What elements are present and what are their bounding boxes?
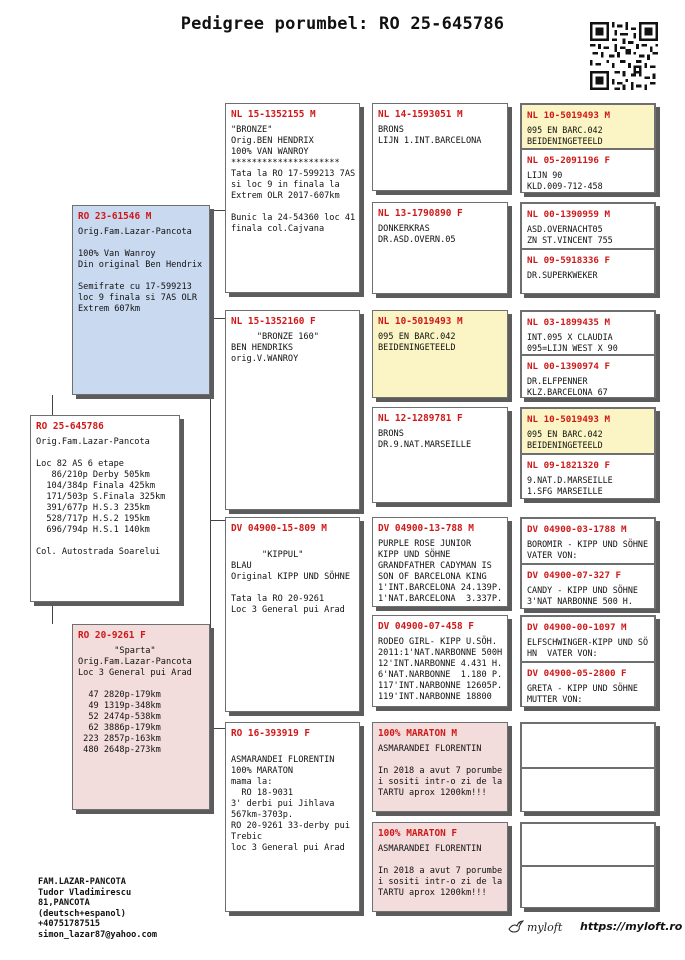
great-grandparent-details: ASMARANDEI FLORENTIN In 2018 a avut 7 porumbe i sositi intr-o zi de la TARTU aprox 1200km!!! xyxy=(378,844,503,898)
great-grandparent-box[interactable] xyxy=(372,407,508,503)
ancestor-details: ASD.OVERNACHT05 ZN ST.VINCENT 755 xyxy=(527,224,613,245)
dam-box[interactable] xyxy=(72,624,210,810)
great-grandparent-ring: DV 04900-07-458 F xyxy=(378,621,474,632)
great-grandparent-box[interactable] xyxy=(372,103,508,191)
ancestor-box[interactable] xyxy=(521,454,655,499)
ancestor-details: BOROMIR - KIPP UND SÖHNE VATER VON: xyxy=(527,539,649,560)
ancestor-ring: NL 03-1899435 M xyxy=(527,317,610,328)
great-grandparent-box[interactable] xyxy=(372,310,508,398)
ancestor-details: 9.NAT.D.MARSEILLE 1.SFG MARSEILLE xyxy=(527,475,613,496)
myloft-logo[interactable] xyxy=(508,918,562,936)
grandparent-details: "KIPPUL" BLAU Original KIPP UND SÖHNE Tata la RO 20-9261 Loc 3 General pui Arad xyxy=(231,550,350,615)
ancestor-ring: NL 10-5019493 M xyxy=(527,110,610,121)
grandparent-ring: NL 15-1352155 M xyxy=(231,109,316,120)
ancestor-box[interactable] xyxy=(521,518,655,564)
great-grandparent-details: 095 EN BARC.042 BEIDENINGETEELD xyxy=(378,332,456,353)
main-bird-box[interactable] xyxy=(30,415,180,602)
gen5-pair-box xyxy=(520,103,656,193)
ancestor-details: INT.095 X CLAUDIA 095=LIJN WEST X 90 xyxy=(527,332,618,353)
great-grandparent-box[interactable] xyxy=(372,822,508,912)
gen5-pair-box xyxy=(520,310,656,398)
grandparent-ring: NL 15-1352160 F xyxy=(231,316,316,327)
gen5-pair-box xyxy=(520,722,656,812)
sire-box[interactable] xyxy=(72,205,210,395)
great-grandparent-ring: NL 14-1593051 M xyxy=(378,109,463,120)
grandparent-box[interactable] xyxy=(225,517,360,712)
great-grandparent-ring: NL 10-5019493 M xyxy=(378,316,463,327)
great-grandparent-details: ASMARANDEI FLORENTIN In 2018 a avut 7 porumbe i sositi intr-o zi de la TARTU aprox 1200km!!! xyxy=(378,744,503,798)
gen5-pair-box xyxy=(520,202,656,294)
dam-details: "Sparta" Orig.Fam.Lazar-Pancota Loc 3 General pui Arad 47 2820p-179km 49 1319p-348km 52 2474p-538km 62 3886p-179km 223 2857p-163km 480 2648p-273km xyxy=(78,646,192,755)
ancestor-details: CANDY - KIPP UND SÖHNE 3'NAT NARBONNE 500 H. xyxy=(527,585,638,606)
dam-ring: RO 20-9261 F xyxy=(78,630,146,641)
ancestor-details: GRETA - KIPP UND SÖHNE MUTTER VON: xyxy=(527,683,638,704)
gen5-pair-box xyxy=(520,822,656,908)
sire-ring: RO 23-61546 M xyxy=(78,211,152,222)
ancestor-details: ELFSCHWINGER-KIPP UND SÖ HN VATER VON: xyxy=(527,637,649,658)
gen5-pair-box xyxy=(520,615,656,707)
ancestor-ring: NL 05-2091196 F xyxy=(527,155,610,166)
website-link[interactable]: https://myloft.ro xyxy=(580,920,683,933)
grandparent-details: ASMARANDEI FLORENTIN 100% MARATON mama la: RO 18-9031 3' derbi pui Jihlava 567km-3703p. RO 20-9261 33-derby pui Trebic loc 3 General pui Arad xyxy=(231,755,350,853)
ancestor-box[interactable] xyxy=(521,823,655,866)
ancestor-ring: NL 09-5918336 F xyxy=(527,255,610,266)
owner-contact: FAM.LAZAR-PANCOTA Tudor Vladimirescu 81,PANCOTA (deutsch+espanol) +40751787515 simon_lazar87@yahoo.com xyxy=(38,877,157,940)
ancestor-box[interactable] xyxy=(521,768,655,812)
grandparent-box[interactable] xyxy=(225,103,360,293)
sire-details: Orig.Fam.Lazar-Pancota 100% Van Wanroy Din original Ben Hendrix Semifrate cu 17-599213 loc 9 finala si 7AS OLR Extrem 607km xyxy=(78,227,203,314)
ancestor-box[interactable] xyxy=(521,311,655,355)
ancestor-ring: DV 04900-00-1097 M xyxy=(527,622,627,633)
great-grandparent-details: BRONS DR.9.NAT.MARSEILLE xyxy=(378,429,472,450)
ancestor-ring: DV 04900-05-2800 F xyxy=(527,668,627,679)
qr-code xyxy=(590,22,658,90)
main-bird-details: Orig.Fam.Lazar-Pancota Loc 82 AS 6 etape 86/210p Derby 505km 104/384p Finala 425km 171/503p S.Finala 325km 391/677p H.S.3 235km 528/717p H.S.2 195km 696/794p H.S.1 140km Col. Autostrada Soarelui xyxy=(36,437,166,557)
great-grandparent-details: DONKERKRAS DR.ASD.OVERN.05 xyxy=(378,224,456,245)
great-grandparent-details: PURPLE ROSE JUNIOR KIPP UND SÖHNE GRANDFATHER CADYMAN IS SON OF BARCELONA KING 1'INT.BARCELONA 24.139P. 1'NAT.BARCELONA 3.337P. xyxy=(378,539,503,604)
ancestor-ring: DV 04900-07-327 F xyxy=(527,570,622,581)
great-grandparent-box[interactable] xyxy=(372,722,508,812)
ancestor-ring: NL 00-1390959 M xyxy=(527,209,610,220)
ancestor-details: 095 EN BARC.042 BEIDENINGETEELD xyxy=(527,429,603,450)
grandparent-ring: RO 16-393919 F xyxy=(231,728,311,739)
ancestor-ring: NL 09-1821320 F xyxy=(527,460,610,471)
ancestor-ring: NL 10-5019493 M xyxy=(527,414,610,425)
gen5-pair-box xyxy=(520,407,656,499)
ancestor-box[interactable] xyxy=(521,866,655,908)
great-grandparent-ring: 100% MARATON M xyxy=(378,728,458,739)
great-grandparent-box[interactable] xyxy=(372,202,508,294)
ancestor-box[interactable] xyxy=(521,355,655,398)
grandparent-details: "BRONZE" Orig.BEN HENDRIX 100% VAN WANROY ********************* Tata la RO 17-599213 7AS si loc 9 in finala la Extrem OLR 2017-607km Bunic la 24-54360 loc 41 finala col.Cajvana xyxy=(231,125,356,234)
ancestor-box[interactable] xyxy=(521,723,655,768)
pigeon-icon xyxy=(508,919,524,935)
ancestor-box[interactable] xyxy=(521,616,655,662)
page-title: Pedigree porumbel: RO 25-645786 xyxy=(180,14,505,34)
ancestor-details: 095 EN BARC.042 BEIDENINGETEELD xyxy=(527,125,603,146)
great-grandparent-ring: 100% MARATON F xyxy=(378,828,458,839)
ancestor-box[interactable] xyxy=(521,564,655,609)
grandparent-box[interactable] xyxy=(225,310,360,510)
great-grandparent-box[interactable] xyxy=(372,615,508,707)
ancestor-ring: DV 04900-03-1788 M xyxy=(527,524,627,535)
ancestor-ring: NL 00-1390974 F xyxy=(527,361,610,372)
great-grandparent-ring: DV 04900-13-788 M xyxy=(378,523,474,534)
great-grandparent-details: BRONS LIJN 1.INT.BARCELONA xyxy=(378,125,482,146)
grandparent-box[interactable] xyxy=(225,722,360,912)
great-grandparent-details: RODEO GIRL- KIPP U.SÖH. 2011:1'NAT.NARBONNE 500H 12'INT.NARBONNE 4.431 H. 6'NAT.NARBONNE 1.180 P. 117'INT.NARBONNE 12605P. 119'INT.NARBONNE 18800 xyxy=(378,637,503,702)
ancestor-details: DR.SUPERKWEKER xyxy=(527,270,598,280)
ancestor-details: LIJN 90 KLD.009-712-458 xyxy=(527,170,603,191)
ancestor-box[interactable] xyxy=(521,408,655,454)
great-grandparent-ring: NL 12-1289781 F xyxy=(378,413,463,424)
great-grandparent-box[interactable] xyxy=(372,517,508,607)
ancestor-box[interactable] xyxy=(521,104,655,149)
gen5-pair-box xyxy=(520,517,656,609)
main-bird-ring: RO 25-645786 xyxy=(36,421,104,432)
logo-text: myloft xyxy=(527,920,563,934)
ancestor-details: DR.ELFPENNER KLZ.BARCELONA 67 xyxy=(527,376,608,397)
grandparent-details: "BRONZE 160" BEN HENDRIKS orig.V.WANROY xyxy=(231,332,319,364)
ancestor-box[interactable] xyxy=(521,249,655,294)
great-grandparent-ring: NL 13-1790890 F xyxy=(378,208,463,219)
ancestor-box[interactable] xyxy=(521,149,655,193)
grandparent-ring: DV 04900-15-809 M xyxy=(231,523,327,534)
ancestor-box[interactable] xyxy=(521,662,655,707)
ancestor-box[interactable] xyxy=(521,203,655,249)
